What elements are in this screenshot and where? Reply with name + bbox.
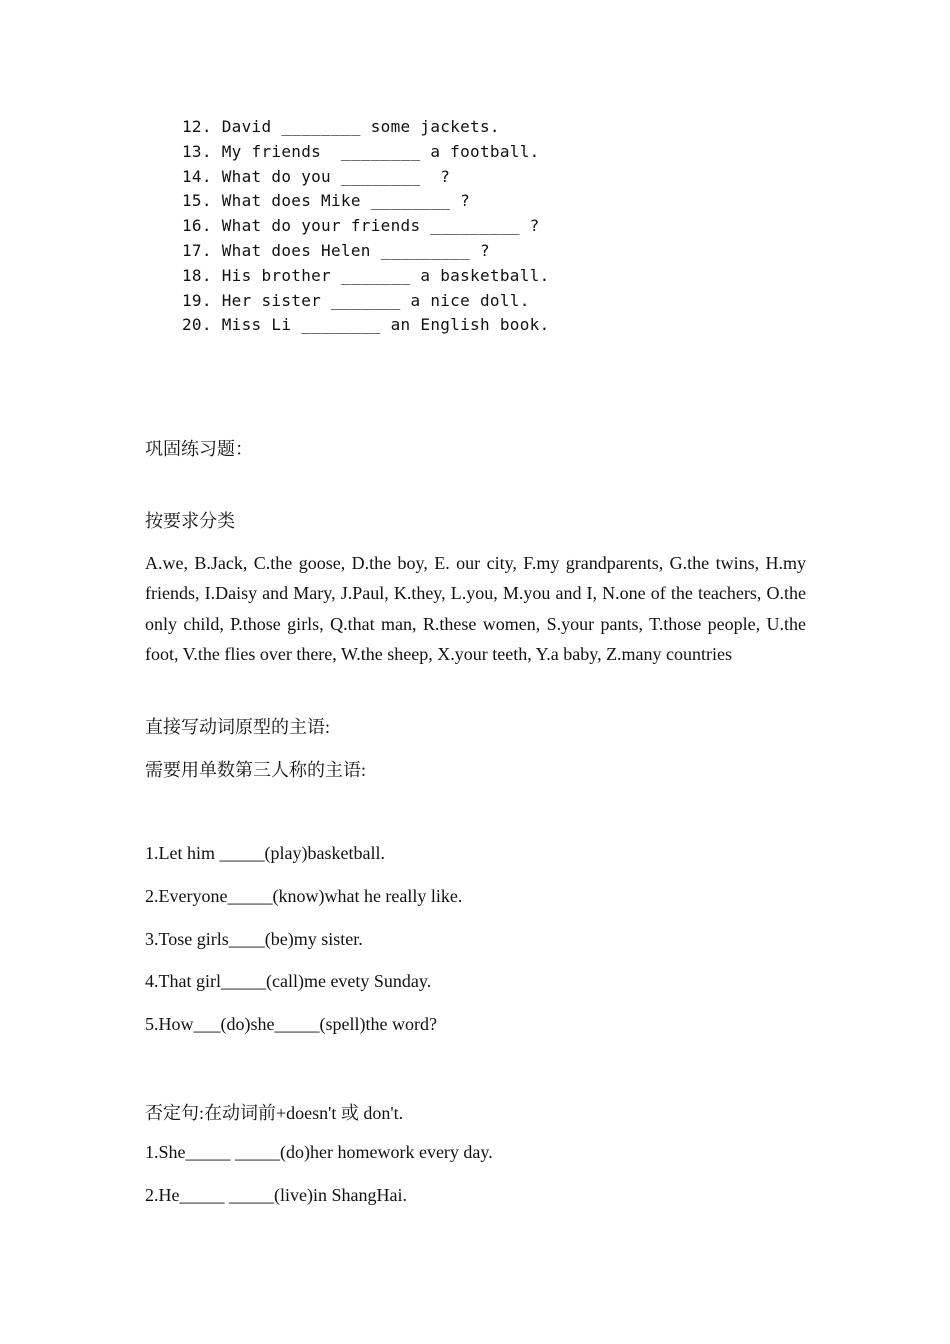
list-item: 20. Miss Li ________ an English book. bbox=[182, 315, 550, 335]
list-item: 17. What does Helen _________ ? bbox=[182, 240, 490, 260]
base-form-label: 直接写动词原型的主语: bbox=[145, 717, 330, 737]
list-item: 16. What do your friends _________ ? bbox=[182, 216, 540, 236]
list-item: 13. My friends ________ a football. bbox=[182, 141, 540, 161]
exercise-item: 1.Let him _____(play)basketball. bbox=[145, 843, 385, 863]
exercise-item: 2.Everyone_____(know)what he really like. bbox=[145, 886, 463, 906]
list-item: 14. What do you ________ ? bbox=[182, 166, 451, 186]
classify-options: A.we, B.Jack, C.the goose, D.the boy, E. our city, F.my grandparents, G.the twins, H.my friends, I.Daisy and Mary, J.Paul, K.they, L.you, M.you and I, N.one of the teachers, O.the only child, P.those girls, Q.that man, R.these women, S.your pants, T.those people, U.the foot, V.the flies over there, W.the sheep, X.your teeth, Y.a baby, Z.many countries bbox=[145, 553, 806, 665]
exercise-item: 5.How___(do)she_____(spell)the word? bbox=[145, 1014, 437, 1034]
negative-item: 1.She_____ _____(do)her homework every day. bbox=[145, 1142, 493, 1162]
classify-heading: 按要求分类 bbox=[145, 511, 235, 531]
list-item: 15. What does Mike ________ ? bbox=[182, 191, 471, 211]
list-item: 18. His brother _______ a basketball. bbox=[182, 265, 550, 285]
third-person-label: 需要用单数第三人称的主语: bbox=[145, 760, 366, 780]
list-item: 19. Her sister _______ a nice doll. bbox=[182, 290, 530, 310]
list-item: 12. David ________ some jackets. bbox=[182, 117, 500, 136]
fill-in-list bbox=[182, 115, 550, 338]
negative-item: 2.He_____ _____(live)in ShangHai. bbox=[145, 1185, 407, 1205]
negative-heading: 否定句:在动词前+doesn't 或 don't. bbox=[145, 1103, 404, 1123]
section-title: 巩固练习题： bbox=[145, 439, 253, 459]
exercise-item: 3.Tose girls____(be)my sister. bbox=[145, 929, 363, 949]
exercise-item: 4.That girl_____(call)me evety Sunday. bbox=[145, 971, 432, 991]
